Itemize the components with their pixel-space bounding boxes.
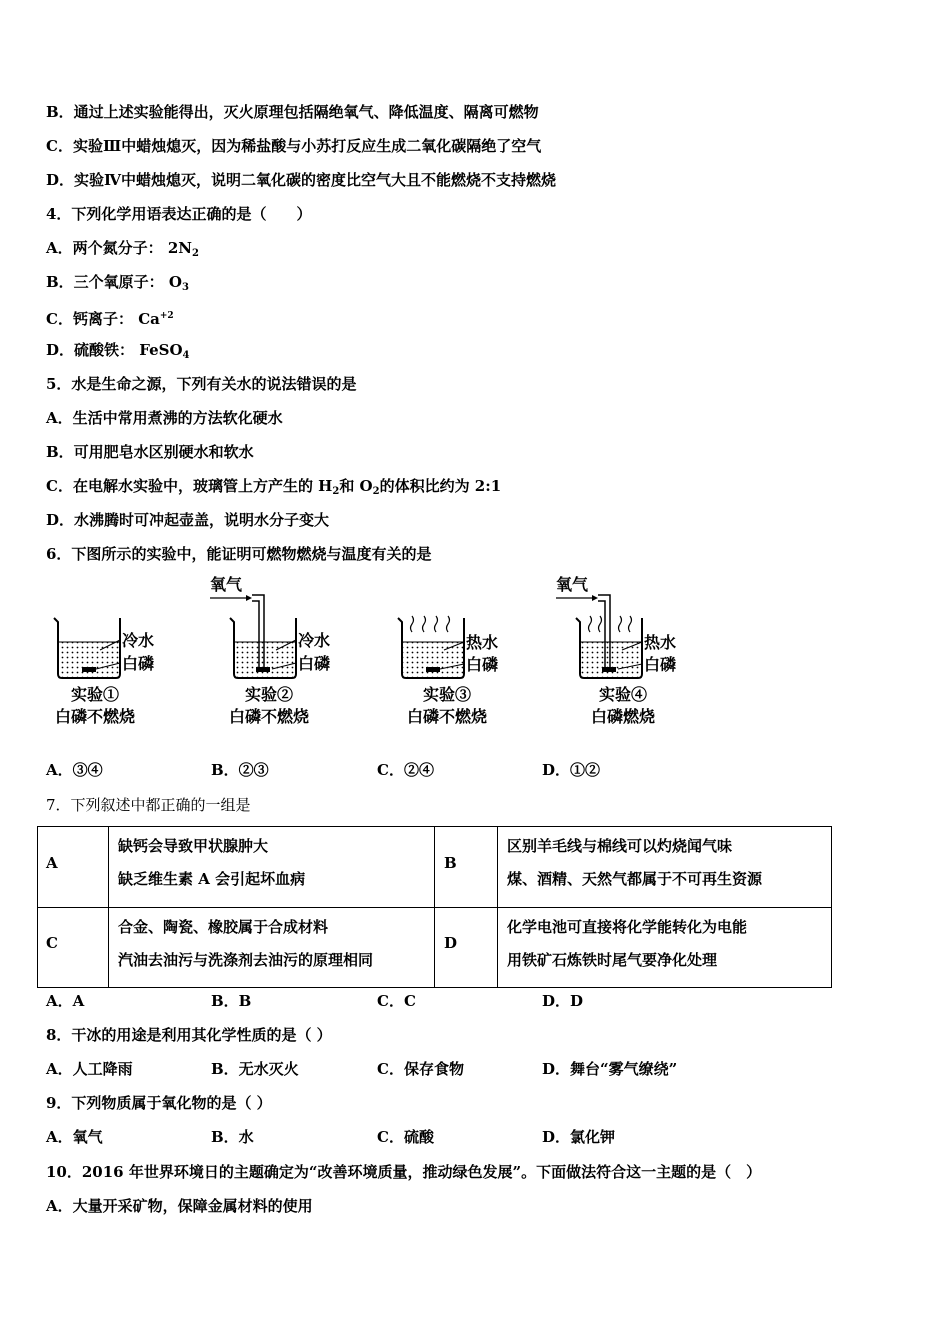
exp3-result: 白磷不燃烧 <box>406 707 487 726</box>
white-phosphorus-1 <box>82 667 96 672</box>
exp4-result: 白磷燃烧 <box>590 707 655 726</box>
beaker-3 <box>398 616 498 678</box>
hot-water-label-4: 热水 <box>644 633 677 652</box>
q6-option-c: C．②④ <box>377 761 434 779</box>
q6-option-b: B．②③ <box>211 761 269 779</box>
q8-option-d: D．舞台“雾气缭绕” <box>542 1060 678 1078</box>
q8-option-a: A．人工降雨 <box>46 1060 133 1078</box>
q3-option-b: B．通过上述实验能得出，灭火原理包括隔绝氧气、降低温度、隔离可燃物 <box>46 103 539 121</box>
q8-option-b: B．无水灭火 <box>211 1060 299 1078</box>
q7-table <box>37 826 832 988</box>
q4-option-d: D．硫酸铁： FeSO$_4$ <box>46 341 190 361</box>
white-phosphorus-2 <box>256 667 270 672</box>
q9-option-b: B．水 <box>211 1128 254 1146</box>
q9-option-d: D．氯化钾 <box>542 1128 616 1146</box>
exp2-name: 实验② <box>244 685 293 704</box>
q3-option-d: D．实验Ⅳ中蜡烛熄灭，说明二氧化碳的密度比空气大且不能燃烧不支持燃烧 <box>46 171 557 189</box>
beaker-1 <box>54 618 154 678</box>
q3-option-c: C．实验Ⅲ中蜡烛熄灭，因为稀盐酸与小苏打反应生成二氧化碳隔绝了空气 <box>46 137 542 155</box>
q7-d-line2: 用铁矿石炼铁时尾气要净化处理 <box>507 951 718 969</box>
cold-water-label-1: 冷水 <box>122 631 155 650</box>
white-p-label-4: 白磷 <box>644 655 677 674</box>
exp1-result: 白磷不燃烧 <box>54 707 135 726</box>
q7-stem: 7．下列叙述中都正确的一组是 <box>46 796 251 814</box>
q7-option-d: D．D <box>542 992 584 1010</box>
q4-option-a: A．两个氮分子： $2N_2$ <box>46 239 199 259</box>
q6-option-a: A．③④ <box>46 761 103 779</box>
q7-key-a: A <box>46 854 58 872</box>
q7-c-line2: 汽油去油污与洗涤剂去油污的原理相同 <box>118 951 374 969</box>
q7-key-d: D <box>444 934 458 952</box>
q7-a-line1: 缺钙会导致甲状腺肿大 <box>118 837 269 855</box>
q9-option-c: C．硫酸 <box>377 1128 434 1146</box>
q7-option-a: A．A <box>46 992 85 1010</box>
q6-option-d: D．①② <box>542 761 601 779</box>
white-phosphorus-4 <box>602 667 616 672</box>
q7-key-c: C <box>46 934 58 952</box>
q5-option-d: D．水沸腾时可冲起壶盖，说明水分子变大 <box>46 511 330 529</box>
q9-option-a: A．氧气 <box>46 1128 103 1146</box>
q6-stem: 6．下图所示的实验中，能证明可燃物燃烧与温度有关的是 <box>46 545 432 563</box>
white-p-label-2: 白磷 <box>298 654 331 673</box>
q9-stem: 9．下列物质属于氧化物的是（ ） <box>46 1094 272 1112</box>
q4-option-b: B．三个氧原子： $O_3$ <box>46 273 189 293</box>
q5-option-b: B．可用肥皂水区别硬水和软水 <box>46 443 254 461</box>
q7-a-line2: 缺乏维生素 A 会引起坏血病 <box>118 870 306 888</box>
q5-stem: 5．水是生命之源，下列有关水的说法错误的是 <box>46 375 357 393</box>
beaker-2 <box>210 575 330 678</box>
exp2-result: 白磷不燃烧 <box>228 707 309 726</box>
q4-stem: 4．下列化学用语表达正确的是（ ） <box>46 205 312 223</box>
q7-option-c: C．C <box>377 992 416 1010</box>
exp3-name: 实验③ <box>422 685 471 704</box>
q5-option-a: A．生活中常用煮沸的方法软化硬水 <box>46 409 283 427</box>
cold-water-label-2: 冷水 <box>298 631 331 650</box>
beaker-4 <box>556 575 676 678</box>
white-p-label-3: 白磷 <box>466 655 499 674</box>
q8-stem: 8．干冰的用途是利用其化学性质的是（ ） <box>46 1026 332 1044</box>
q10-option-a: A．大量开采矿物，保障金属材料的使用 <box>46 1197 313 1215</box>
q7-b-line1: 区别羊毛线与棉线可以灼烧闻气味 <box>507 837 733 855</box>
q10-stem: 10．2016 年世界环境日的主题确定为“改善环境质量，推动绿色发展”。下面做法符合这一主题的是（ ） <box>46 1163 762 1181</box>
q5-option-c: C．在电解水实验中，玻璃管上方产生的 $H_2$和 $O_2$的体积比约为 2:1 <box>46 477 502 497</box>
q7-b-line2: 煤、酒精、天然气都属于不可再生资源 <box>507 870 763 888</box>
q7-option-b: B．B <box>211 992 252 1010</box>
white-p-label-1: 白磷 <box>122 654 155 673</box>
experiment-figure <box>40 570 700 730</box>
q7-d-line1: 化学电池可直接将化学能转化为电能 <box>507 918 748 936</box>
q8-option-c: C．保存食物 <box>377 1060 464 1078</box>
q7-c-line1: 合金、陶瓷、橡胶属于合成材料 <box>118 918 329 936</box>
oxygen-label-4: 氧气 <box>556 575 589 594</box>
white-phosphorus-3 <box>426 667 440 672</box>
exp1-name: 实验① <box>70 685 119 704</box>
hot-water-label-3: 热水 <box>466 633 499 652</box>
oxygen-label-2: 氧气 <box>210 575 243 594</box>
q4-option-c: C．钙离子： $Ca^{+2}$ <box>46 310 174 328</box>
q7-key-b: B <box>444 854 457 872</box>
exp4-name: 实验④ <box>598 685 647 704</box>
